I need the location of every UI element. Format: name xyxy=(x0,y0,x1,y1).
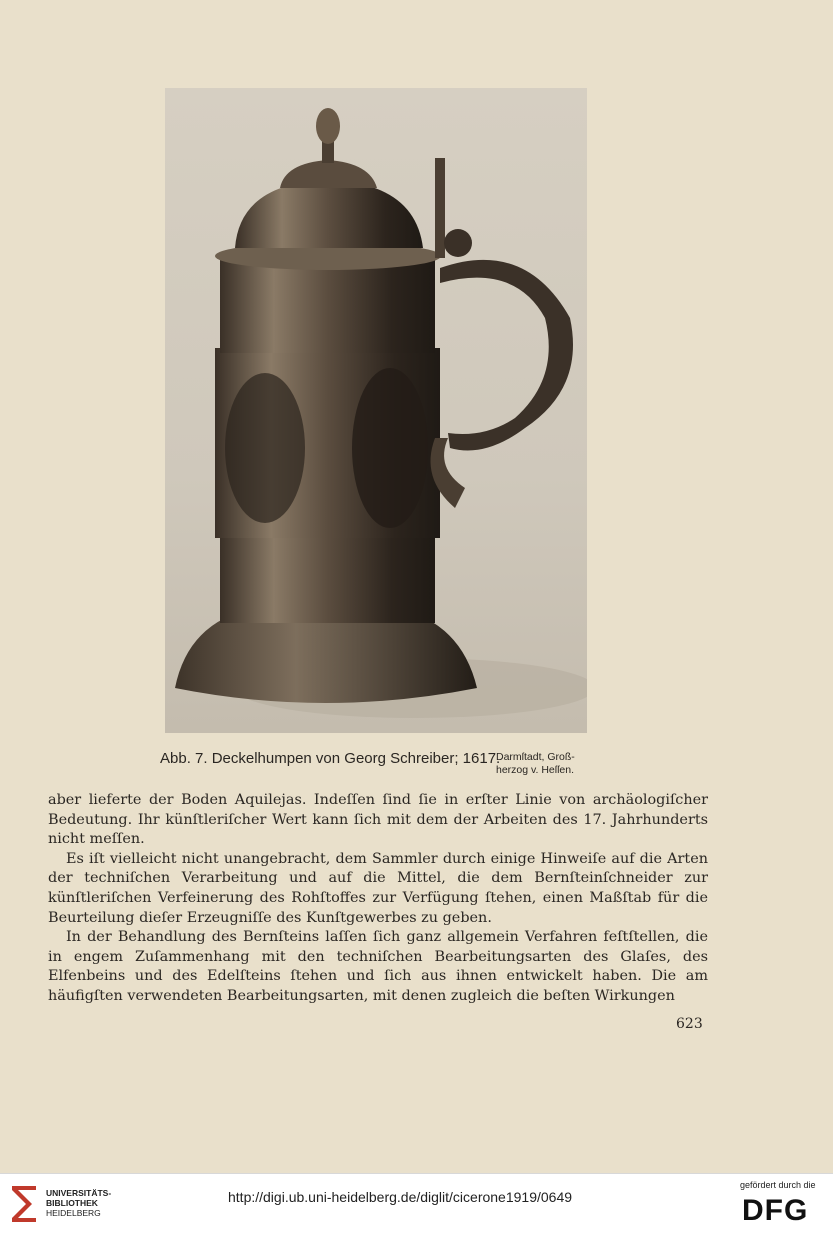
caption-location-line2: herzog v. Heſſen. xyxy=(496,764,575,776)
dfg-logo[interactable]: DFG xyxy=(742,1194,809,1227)
library-name-line1: UNIVERSITÄTS- xyxy=(46,1188,112,1198)
paragraph-3: In der Behandlung des Bernſteins laſſen ſich ganz allgemein Verfahren feſtſtellen, die in engem Zuſammenhang mit den techniſchen Bearbeitungsarten des Glaſes, des Elfenbeins und des Edelſteins ſtehen und ſich aus ihnen entwickelt haben. Die am häufigſten verwendeten Bearbeitungsarten, mit denen zugleich die beſten Wirkungen xyxy=(48,929,708,1004)
tankard-illustration xyxy=(165,88,587,733)
permalink-url[interactable]: http://digi.ub.uni-heidelberg.de/diglit/cicerone1919/0649 xyxy=(228,1189,573,1205)
footer-bar xyxy=(0,1173,833,1234)
caption-main-text: Abb. 7. Deckelhumpen von Georg Schreiber; 1617. xyxy=(160,750,501,767)
body-text xyxy=(48,791,708,1007)
paragraph-1: aber lieferte der Boden Aquilejas. Indeſſen ſind ſie in erſter Linie von archäologiſcher Bedeutung. Ihr künſtleriſcher Wert kann ſich mit dem der Arbeiten des 17. Jahrhunderts nicht meſſen. xyxy=(48,792,708,848)
paragraph-2: Es iſt vielleicht nicht unangebracht, dem Sammler durch einige Hinweiſe auf die Arten der techniſchen Verarbeitung und auf die Mittel, die dem Bernſteinſchneider zur künſtleriſchen Verfeinerung des Rohſtoffes zur Verfügung ſtehen, einen Maßſtab für die Beurteilung dieſer Erzeugniſſe des Kunſtgewerbes zu geben. xyxy=(48,850,708,926)
figure-caption xyxy=(160,750,600,784)
caption-location xyxy=(496,751,606,777)
figure-photo-lidded-tankard xyxy=(165,88,587,733)
library-name-line2: BIBLIOTHEK xyxy=(46,1198,98,1208)
page-number: 623 xyxy=(676,1016,703,1032)
university-library-logo-icon[interactable] xyxy=(8,1182,40,1226)
library-name-line3: HEIDELBERG xyxy=(46,1208,101,1218)
funded-by-label: gefördert durch die xyxy=(740,1180,816,1190)
caption-location-line1: Darmſtadt, Groß- xyxy=(496,751,575,763)
library-name[interactable] xyxy=(46,1188,111,1218)
